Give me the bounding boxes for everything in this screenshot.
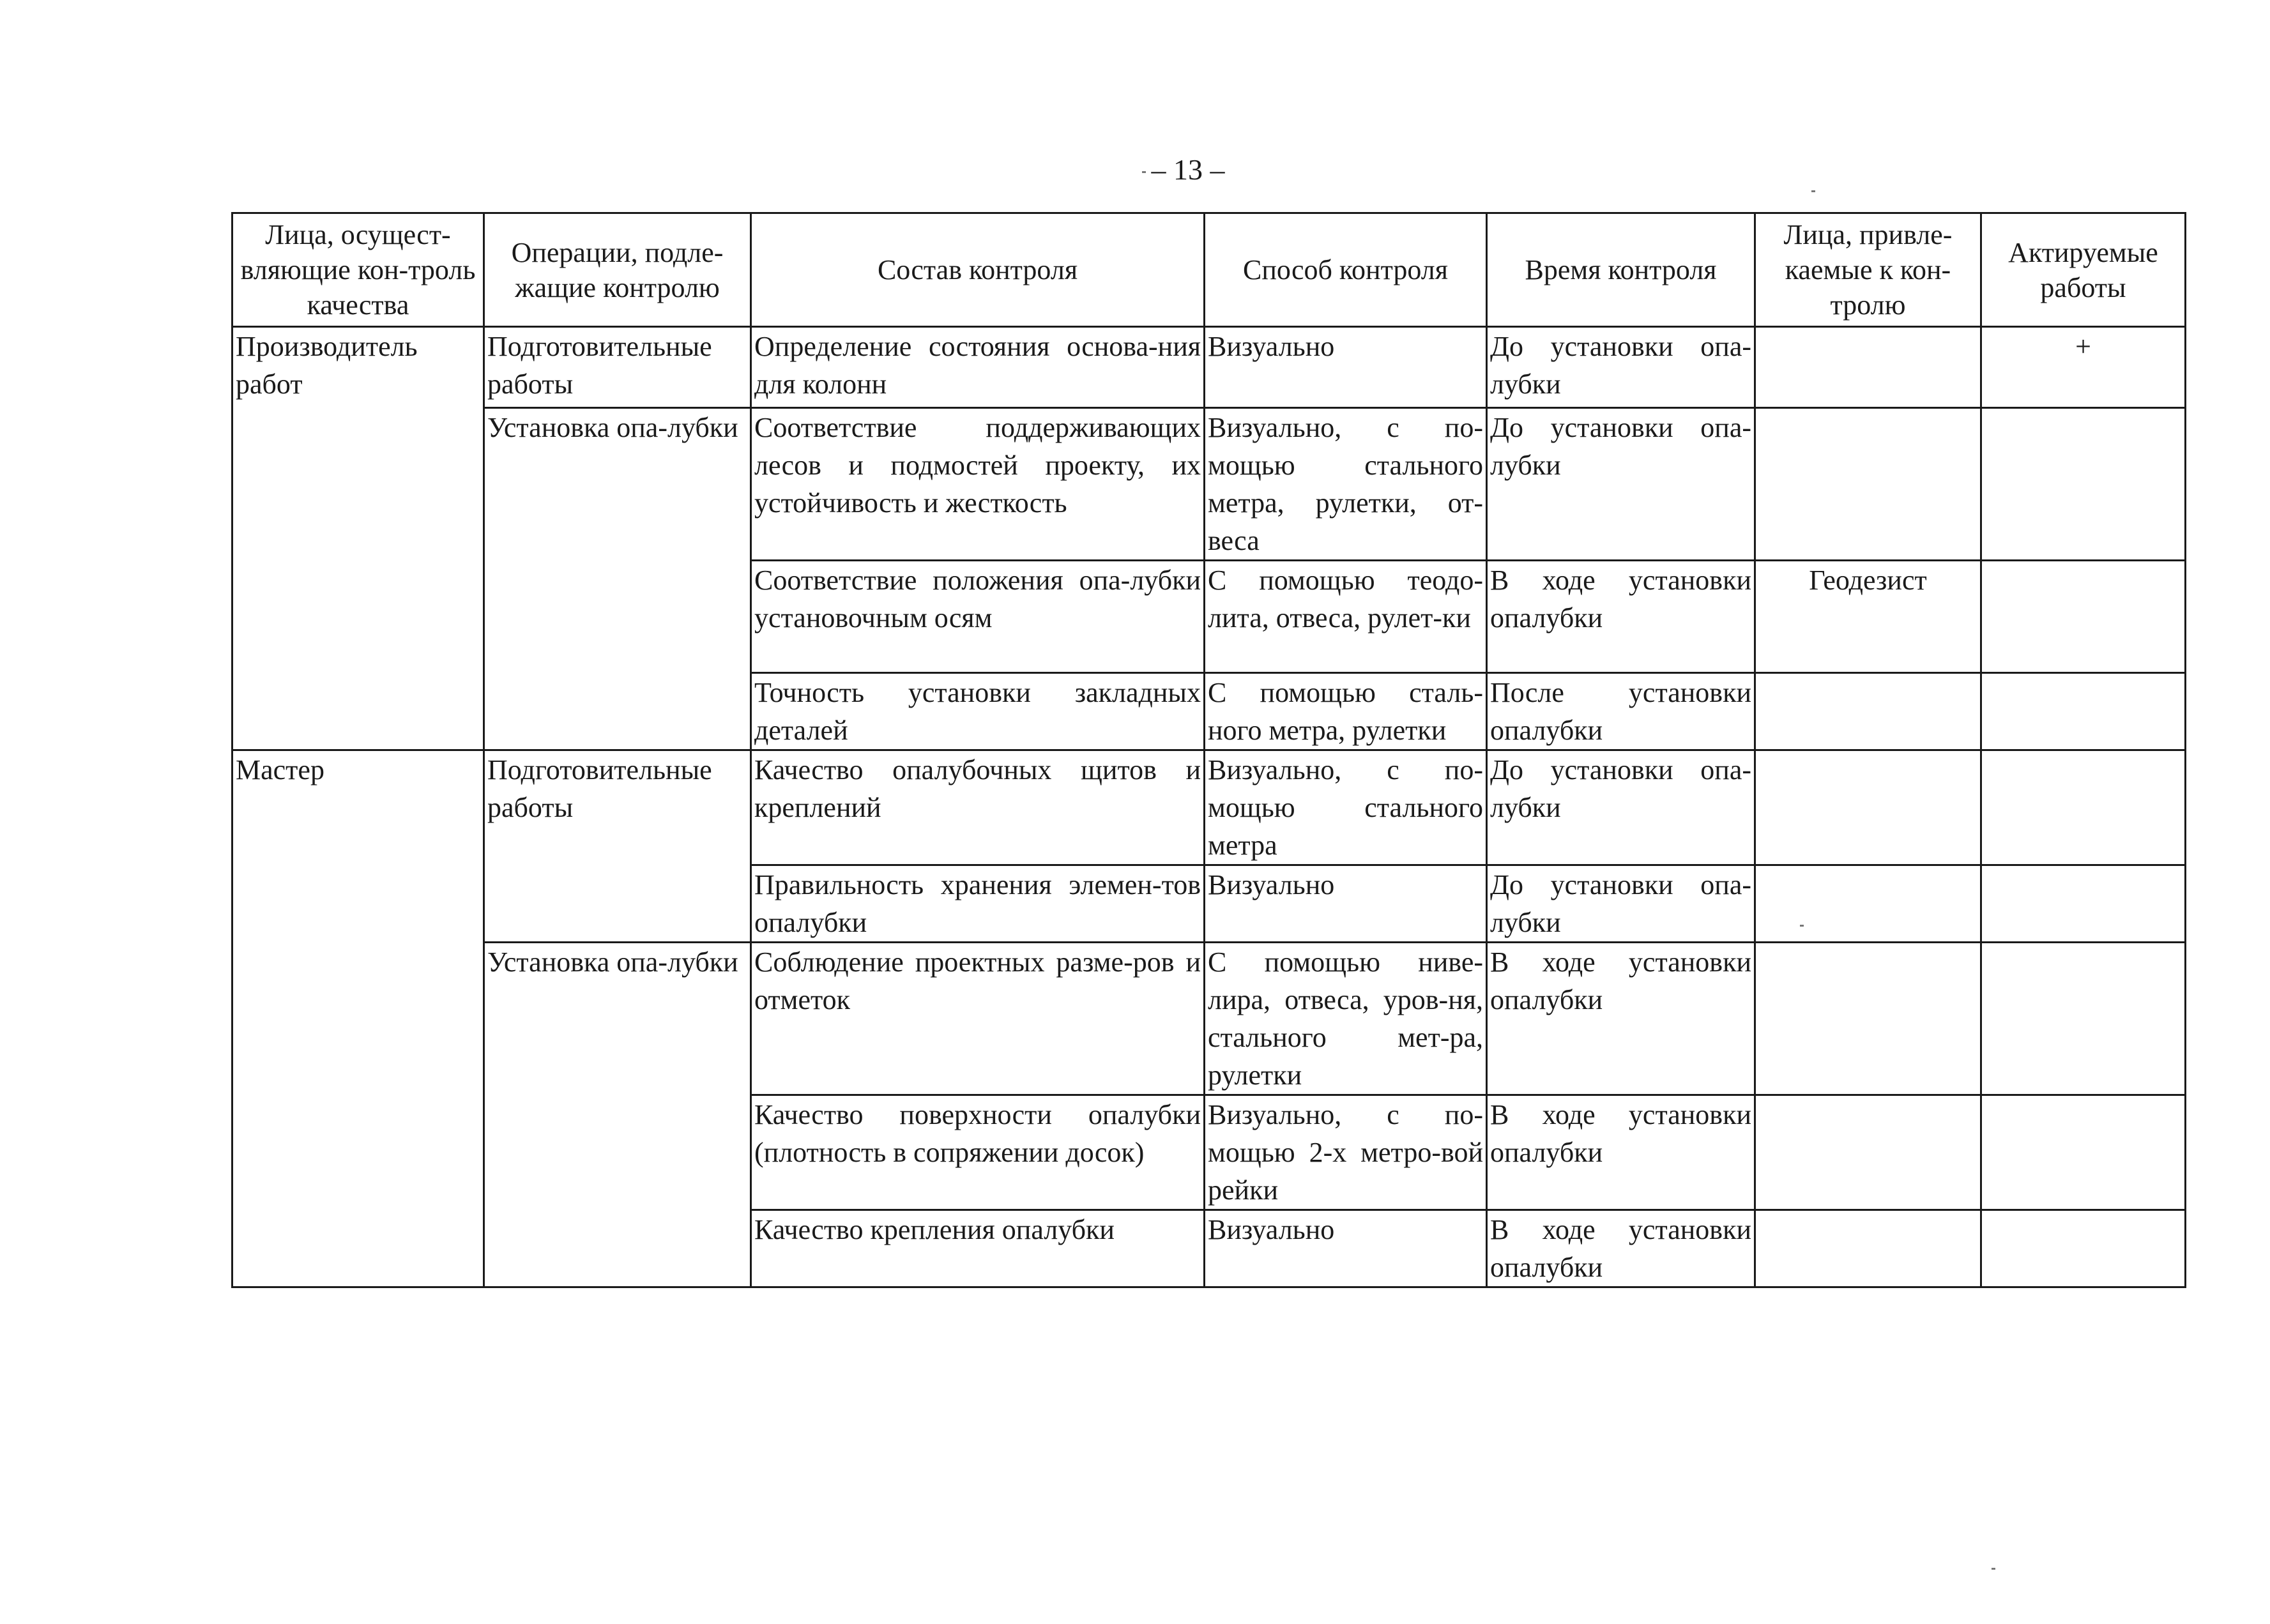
method-cell: Визуально, с по-мощью 2-х метро-вой рейки — [1205, 1095, 1487, 1210]
table-header-row — [232, 213, 2186, 327]
quality-control-table — [231, 212, 2186, 1288]
method-cell: Визуально — [1205, 1210, 1487, 1287]
table-row — [232, 327, 2186, 408]
time-cell: В ходе установки опалубки — [1487, 561, 1755, 673]
involved-cell — [1755, 1095, 1981, 1210]
table-row — [232, 750, 2186, 865]
composition-cell: Соответствие поддерживающих лесов и подмостей проекту, их устойчивость и жесткость — [751, 408, 1205, 561]
composition-cell: Правильность хранения элемен-тов опалубки — [751, 865, 1205, 943]
composition-cell: Соблюдение проектных разме-ров и отметок — [751, 943, 1205, 1095]
table-row — [232, 408, 2186, 561]
scan-speck — [1800, 925, 1804, 927]
involved-cell — [1755, 865, 1981, 943]
time-cell: В ходе установки опалубки — [1487, 1210, 1755, 1287]
header-time: Время контроля — [1487, 213, 1755, 327]
header-acted-works: Актируемые работы — [1981, 213, 2186, 327]
method-cell: Визуально, с по-мощью стального метра — [1205, 750, 1487, 865]
involved-cell — [1755, 1210, 1981, 1287]
time-cell: В ходе установки опалубки — [1487, 943, 1755, 1095]
table-row — [232, 943, 2186, 1095]
method-cell: С помощью сталь-ного метра, рулетки — [1205, 673, 1487, 750]
time-cell: До установки опа-лубки — [1487, 750, 1755, 865]
involved-cell — [1755, 943, 1981, 1095]
method-cell: Визуально — [1205, 327, 1487, 408]
involved-cell — [1755, 750, 1981, 865]
controller-cell: Производитель работ — [232, 327, 484, 750]
header-composition: Состав контроля — [751, 213, 1205, 327]
method-cell: Визуально, с по-мощью стального метра, рулетки, от-веса — [1205, 408, 1487, 561]
header-involved: Лица, привле-каемые к кон-тролю — [1755, 213, 1981, 327]
acted-cell: + — [1981, 327, 2186, 408]
page-number: – 13 – — [1151, 153, 1225, 186]
scan-speck — [1811, 190, 1815, 192]
acted-cell — [1981, 750, 2186, 865]
composition-cell: Качество опалубочных щитов и креплений — [751, 750, 1205, 865]
involved-cell — [1755, 327, 1981, 408]
composition-cell: Соответствие положения опа-лубки установочным осям — [751, 561, 1205, 673]
composition-cell: Точность установки закладных деталей — [751, 673, 1205, 750]
composition-cell: Качество крепления опалубки — [751, 1210, 1205, 1287]
operation-cell: Подготовительные работы — [484, 750, 751, 943]
controller-cell: Мастер — [232, 750, 484, 1287]
acted-cell — [1981, 673, 2186, 750]
time-cell: До установки опа-лубки — [1487, 865, 1755, 943]
time-cell: До установки опа-лубки — [1487, 327, 1755, 408]
composition-cell: Определение состояния основа-ния для колонн — [751, 327, 1205, 408]
header-operations: Операции, подле-жащие контролю — [484, 213, 751, 327]
time-cell: До установки опа-лубки — [1487, 408, 1755, 561]
acted-cell — [1981, 1095, 2186, 1210]
acted-cell — [1981, 408, 2186, 561]
operation-cell: Подготовительные работы — [484, 327, 751, 408]
time-cell: После установки опалубки — [1487, 673, 1755, 750]
involved-cell — [1755, 408, 1981, 561]
scan-speck — [1142, 171, 1146, 173]
header-controller: Лица, осущест-вляющие кон-троль качества — [232, 213, 484, 327]
method-cell: С помощью теодо-лита, отвеса, рулет-ки — [1205, 561, 1487, 673]
operation-cell: Установка опа-лубки — [484, 408, 751, 750]
time-cell: В ходе установки опалубки — [1487, 1095, 1755, 1210]
scan-speck — [1992, 1568, 1995, 1570]
involved-cell — [1755, 673, 1981, 750]
involved-cell: Геодезист — [1755, 561, 1981, 673]
acted-cell — [1981, 561, 2186, 673]
acted-cell — [1981, 1210, 2186, 1287]
method-cell: Визуально — [1205, 865, 1487, 943]
acted-cell — [1981, 865, 2186, 943]
acted-cell — [1981, 943, 2186, 1095]
operation-cell: Установка опа-лубки — [484, 943, 751, 1287]
method-cell: С помощью ниве-лира, отвеса, уров-ня, стального мет-ра, рулетки — [1205, 943, 1487, 1095]
composition-cell: Качество поверхности опалубки (плотность в сопряжении досок) — [751, 1095, 1205, 1210]
header-method: Способ контроля — [1205, 213, 1487, 327]
